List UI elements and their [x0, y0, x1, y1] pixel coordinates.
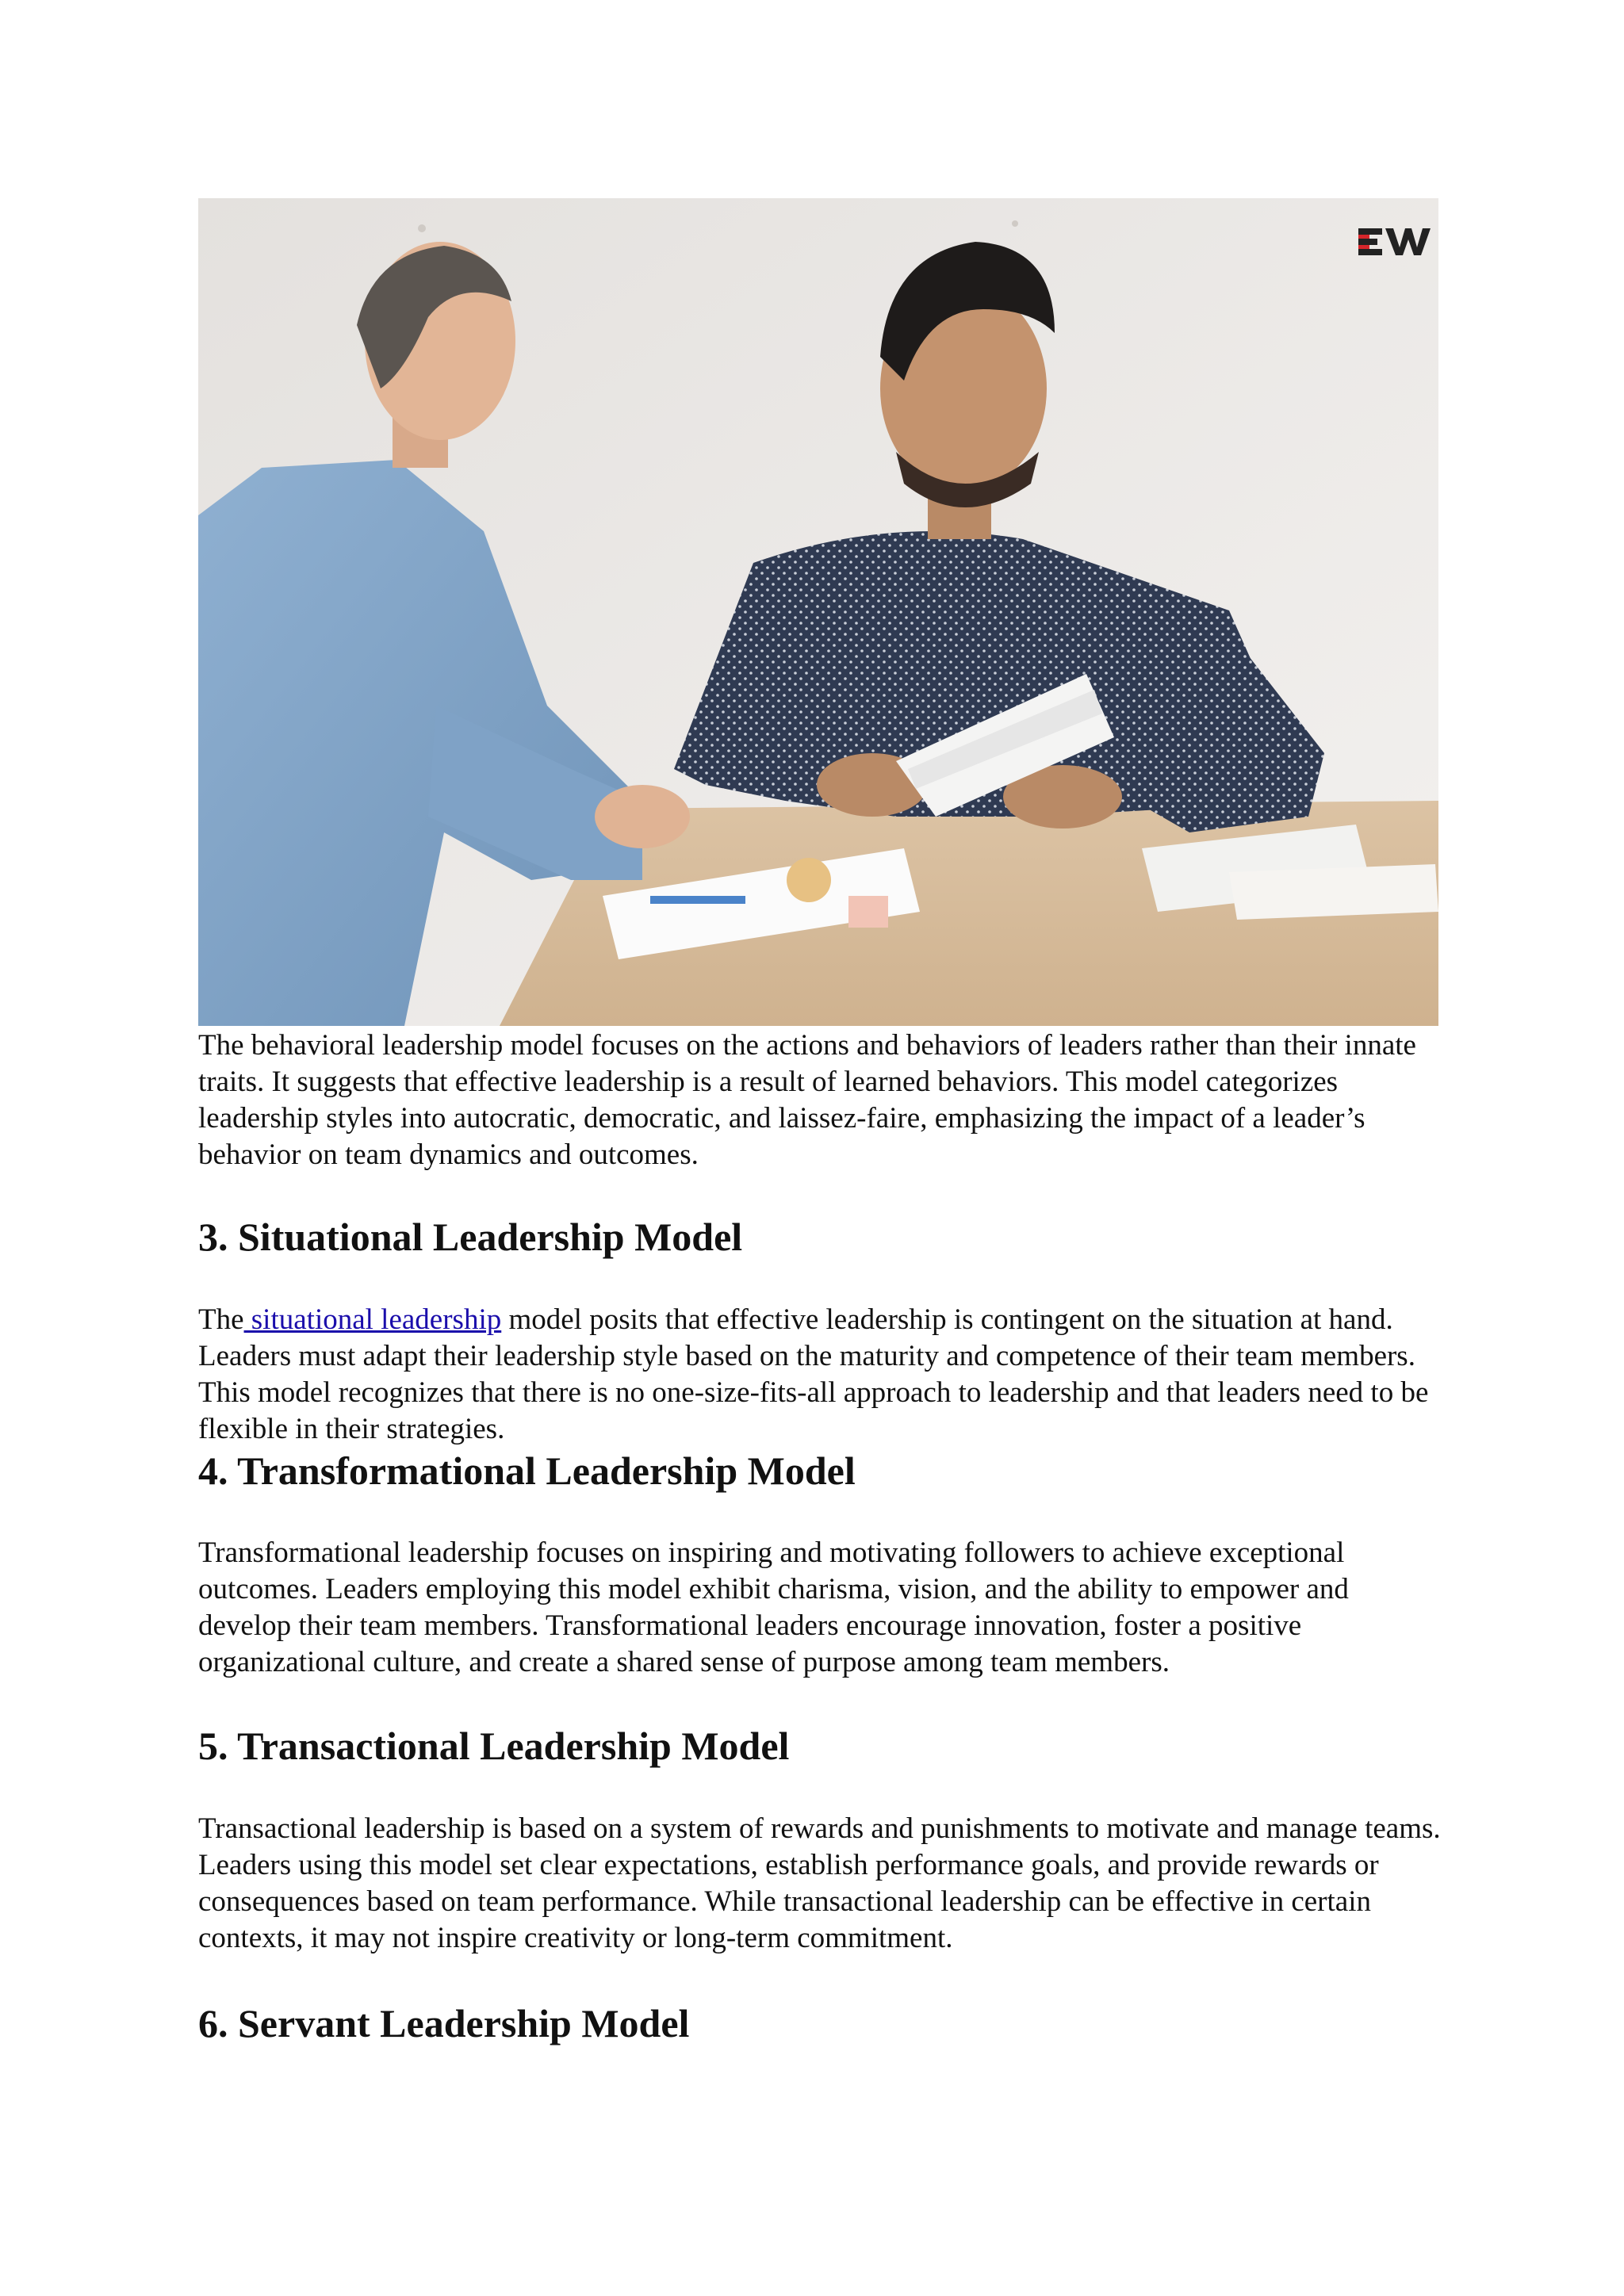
section-heading: 4. Transformational Leadership Model — [198, 1448, 856, 1493]
transactional-paragraph: Transactional leadership is based on a system of rewards and punishments to motivate and manage teams. Leaders using this model set clear expectations, establish performance goals, and provide rewards or consequences based on team performance. While transactional leadership can be effective in certain contexts, it may not inspire creativity or long-term commitment. — [198, 1812, 1441, 1954]
transformational-paragraph: Transformational leadership focuses on inspiring and motivating followers to achieve exceptional outcomes. Leaders employing this model exhibit charisma, vision, and the ability to empower and develop their team members. Transformational leaders encourage innovation, foster a positive organizational culture, and create a shared sense of purpose among team members. — [198, 1536, 1349, 1678]
section-situational — [198, 1213, 1443, 1261]
section-transactional — [198, 1722, 1443, 1770]
situational-paragraph — [198, 1302, 1443, 1448]
intro-paragraph: The behavioral leadership model focuses on the actions and behaviors of leaders rather than their innate traits. It suggests that effective leadership is a result of learned behaviors. This model categorizes leadership styles into autocratic, democratic, and laissez-faire, emphasizing the impact of a leader’s behavior on team dynamics and outcomes. — [198, 1029, 1416, 1171]
paragraph-prefix: The — [198, 1303, 244, 1336]
situational-leadership-link[interactable]: situational leadership — [243, 1303, 502, 1336]
section-heading: 6. Servant Leadership Model — [198, 2001, 690, 2045]
section-heading: 3. Situational Leadership Model — [198, 1215, 743, 1259]
section-situational-body — [198, 1302, 1443, 1448]
section-transformational — [198, 1447, 1443, 1494]
section-transactional-body — [198, 1811, 1443, 1957]
paragraph-suffix: model posits that effective leadership is contingent on the situation at hand. Leaders must adapt their leadership style based on the maturity and competence of their team members. This model recognizes that there is no one-size-fits-all approach to leadership and that leaders need to be flexible in their strategies. — [198, 1303, 1429, 1445]
section-servant — [198, 1999, 1443, 2047]
intro-block — [198, 1027, 1443, 1173]
section-heading: 5. Transactional Leadership Model — [198, 1724, 790, 1768]
section-transformational-body — [198, 1535, 1443, 1681]
meeting-photo — [198, 198, 1438, 1026]
